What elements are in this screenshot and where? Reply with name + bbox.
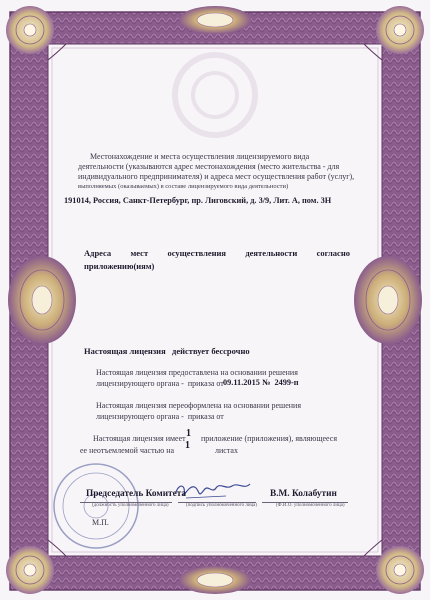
location-label-line: выполняемых (оказываемых) в составе лицензируемого вида деятельности) — [78, 183, 289, 190]
location-address: 191014, Россия, Санкт-Петербург, пр. Лиговский, д. 3/9, Лит. А, пом. 3Н — [64, 196, 332, 205]
appendix-line2-b: листах — [215, 446, 238, 455]
corner-ornament-top-left — [6, 6, 54, 54]
addresses-note — [84, 249, 350, 259]
reissued-line1: Настоящая лицензия переоформлена на основании решения — [96, 401, 302, 410]
addresses-word: деятельности — [245, 248, 298, 258]
signature-caption: (подпись уполномоченного лица) — [186, 503, 258, 508]
appendix-pages: 1 — [185, 440, 190, 451]
location-label-line: деятельности (указываются адрес местонахождения (место жительства - для — [78, 162, 340, 171]
name-caption: (Ф.И.О. уполномоченного лица) — [276, 503, 345, 508]
addresses-word: мест — [130, 248, 149, 258]
addresses-word: осуществления — [167, 248, 227, 258]
appendix-line2-a: ее неотъемлемой частью на — [80, 446, 175, 455]
corner-ornament-top-right — [376, 6, 424, 54]
granted-line2: лицензирующего органа - приказа от — [96, 379, 224, 388]
signatory-position: Председатель Комитета — [86, 489, 187, 499]
addresses-word: согласно — [316, 248, 350, 258]
location-label-line: индивидуального предпринимателя) и адреса мест осуществления работ (услуг), — [78, 172, 355, 181]
location-label-line: Местонахождение и места осуществления лицензируемого вида — [90, 152, 310, 161]
position-caption: (должность уполномоченного лица) — [92, 503, 169, 508]
corner-ornament-bottom-left — [6, 546, 54, 594]
side-ornament-left — [8, 256, 76, 344]
top-center-ornament — [179, 6, 251, 34]
granted-date-number: 09.11.2015 № 2499-п — [223, 378, 299, 387]
addresses-note-line2: приложению(иям) — [84, 261, 155, 271]
bottom-center-ornament — [179, 566, 251, 594]
reissued-line2: лицензирующего органа - приказа от — [96, 412, 224, 421]
corner-ornament-bottom-right — [376, 546, 424, 594]
addresses-word: Адреса — [84, 248, 112, 258]
appendix-line1-b: приложение (приложения), являющееся — [201, 434, 338, 443]
validity-statement: Настоящая лицензия действует бессрочно — [84, 346, 250, 356]
seal-mark: М.П. — [92, 518, 109, 527]
appendix-line1-a: Настоящая лицензия имеет — [93, 434, 186, 443]
granted-line1: Настоящая лицензия предоставлена на основании решения — [96, 368, 298, 377]
appendix-count: 1 — [186, 428, 191, 439]
signatory-name: В.М. Колабутин — [270, 489, 337, 499]
side-ornament-right — [354, 256, 422, 344]
